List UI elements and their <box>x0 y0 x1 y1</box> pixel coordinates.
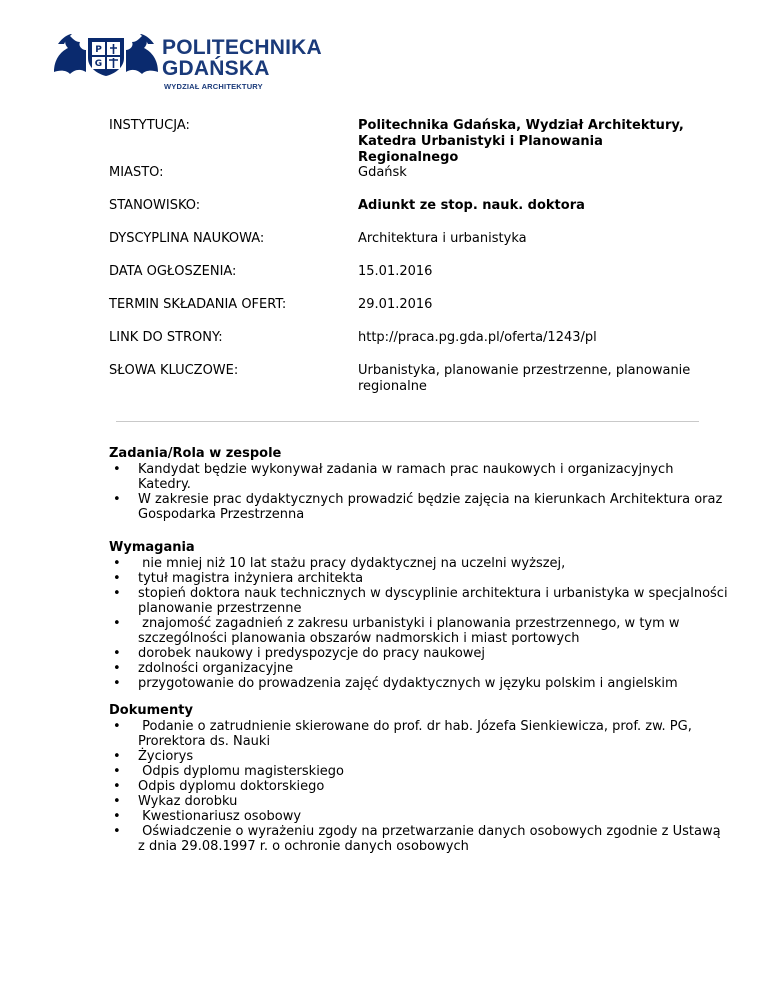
info-row-link <box>109 330 699 349</box>
info-value-line: Politechnika Gdańska, Wydział Architektury, <box>358 118 684 133</box>
list-item-line: Podanie o zatrudnienie skierowane do prof. dr hab. Józefa Sienkiewicza, prof. zw. PG, <box>138 719 692 734</box>
info-label: LINK DO STRONY: <box>109 330 223 345</box>
bullet-icon: • <box>113 809 121 824</box>
list-item <box>109 616 729 646</box>
section-tasks <box>109 446 729 522</box>
list-item-line: Oświadczenie o wyrażeniu zgody na przetwarzanie danych osobowych zgodnie z Ustawą <box>138 824 721 839</box>
section-title: Wymagania <box>109 540 195 555</box>
logo-title-line1: POLITECHNIKA <box>162 36 322 59</box>
list-item <box>109 794 729 809</box>
list-item-line: Wykaz dorobku <box>138 794 238 809</box>
list-item <box>109 809 729 824</box>
list-item <box>109 824 729 854</box>
bullet-icon: • <box>113 779 121 794</box>
list-item-line: Kwestionariusz osobowy <box>138 809 302 824</box>
list-item-line: nie mniej niż 10 lat stażu pracy dydaktycznej na uczelni wyższej, <box>138 556 566 571</box>
bullet-icon: • <box>113 676 121 691</box>
info-label: INSTYTUCJA: <box>109 118 190 133</box>
list-item <box>109 661 729 676</box>
bullet-icon: • <box>113 794 121 809</box>
bullet-icon: • <box>113 764 121 779</box>
tasks-list <box>109 462 729 522</box>
section-requirements <box>109 540 729 691</box>
info-value: 29.01.2016 <box>358 297 433 312</box>
info-row-date-posted <box>109 264 699 283</box>
svg-text:G: G <box>94 59 103 69</box>
info-label: DYSCYPLINA NAUKOWA: <box>109 231 265 246</box>
info-row-institution <box>109 118 699 165</box>
list-item <box>109 492 729 522</box>
list-item <box>109 646 729 661</box>
logo-faculty: WYDZIAŁ ARCHITEKTURY <box>164 82 263 91</box>
info-value <box>358 363 699 395</box>
list-item <box>109 676 729 691</box>
list-item-line: dorobek naukowy i predyspozycje do pracy naukowej <box>138 646 486 661</box>
bullet-icon: • <box>113 492 121 507</box>
list-item <box>109 749 729 764</box>
list-item-line: znajomość zagadnień z zakresu urbanistyki i planowania przestrzennego, w tym w <box>138 616 680 631</box>
list-item-line: planowanie przestrzenne <box>138 601 302 616</box>
logo-title-line2: GDAŃSKA <box>162 57 270 80</box>
info-label: SŁOWA KLUCZOWE: <box>109 363 239 378</box>
info-label: STANOWISKO: <box>109 198 201 213</box>
info-label: MIASTO: <box>109 165 164 180</box>
info-value: Gdańsk <box>358 165 407 180</box>
section-documents <box>109 703 729 854</box>
list-item-line: Prorektora ds. Nauki <box>138 734 271 749</box>
list-item-line: Odpis dyplomu magisterskiego <box>138 764 345 779</box>
section-divider <box>116 421 699 422</box>
list-item-line: przygotowanie do prowadzenia zajęć dydaktycznych w języku polskim i angielskim <box>138 676 678 691</box>
list-item-line: W zakresie prac dydaktycznych prowadzić będzie zajęcia na kierunkach Architektura oraz <box>138 492 723 507</box>
list-item-line: tytuł magistra inżyniera architekta <box>138 571 364 586</box>
info-label: DATA OGŁOSZENIA: <box>109 264 237 279</box>
info-row-position <box>109 198 699 217</box>
bullet-icon: • <box>113 749 121 764</box>
university-logo <box>52 32 322 94</box>
info-value: Adiunkt ze stop. nauk. doktora <box>358 198 585 213</box>
list-item-line: zdolności organizacyjne <box>138 661 294 676</box>
bullet-icon: • <box>113 556 121 571</box>
bullet-icon: • <box>113 661 121 676</box>
list-item <box>109 586 729 616</box>
info-value-line: Urbanistyka, planowanie przestrzenne, planowanie <box>358 363 691 378</box>
info-value: Architektura i urbanistyka <box>358 231 527 246</box>
info-value: 15.01.2016 <box>358 264 433 279</box>
bullet-icon: • <box>113 646 121 661</box>
info-value-line: regionalne <box>358 379 427 394</box>
requirements-list <box>109 556 729 691</box>
list-item-line: Życiorys <box>138 749 194 764</box>
list-item-line: Kandydat będzie wykonywał zadania w ramach prac naukowych i organizacyjnych <box>138 462 674 477</box>
bullet-icon: • <box>113 616 121 631</box>
list-item-line: szczególności planowania obszarów nadmorskich i miast portowych <box>138 631 580 646</box>
documents-list <box>109 719 729 854</box>
svg-text:P: P <box>95 45 102 55</box>
info-row-keywords <box>109 363 699 395</box>
section-title: Zadania/Rola w zespole <box>109 446 282 461</box>
bullet-icon: • <box>113 462 121 477</box>
list-item <box>109 719 729 749</box>
list-item <box>109 764 729 779</box>
bullet-icon: • <box>113 719 121 734</box>
list-item <box>109 462 729 492</box>
offer-link[interactable]: http://praca.pg.gda.pl/oferta/1243/pl <box>358 330 597 345</box>
list-item-line: stopień doktora nauk technicznych w dyscyplinie architektura i urbanistyka w specjalności <box>138 586 728 601</box>
info-label: TERMIN SKŁADANIA OFERT: <box>109 297 287 312</box>
info-row-discipline <box>109 231 699 250</box>
list-item <box>109 779 729 794</box>
job-info-table <box>109 118 699 395</box>
list-item <box>109 571 729 586</box>
list-item <box>109 556 729 571</box>
list-item-line: Odpis dyplomu doktorskiego <box>138 779 325 794</box>
bullet-icon: • <box>113 586 121 601</box>
list-item-line: Gospodarka Przestrzenna <box>138 507 305 522</box>
info-row-city <box>109 165 699 184</box>
list-item-line: Katedry. <box>138 477 191 492</box>
crest-icon <box>52 32 160 78</box>
bullet-icon: • <box>113 824 121 839</box>
bullet-icon: • <box>113 571 121 586</box>
list-item-line: z dnia 29.08.1997 r. o ochronie danych osobowych <box>138 839 469 854</box>
info-row-deadline <box>109 297 699 316</box>
info-value-line: Katedra Urbanistyki i Planowania Regionalnego <box>358 134 603 165</box>
info-value <box>358 118 699 165</box>
section-title: Dokumenty <box>109 703 193 718</box>
